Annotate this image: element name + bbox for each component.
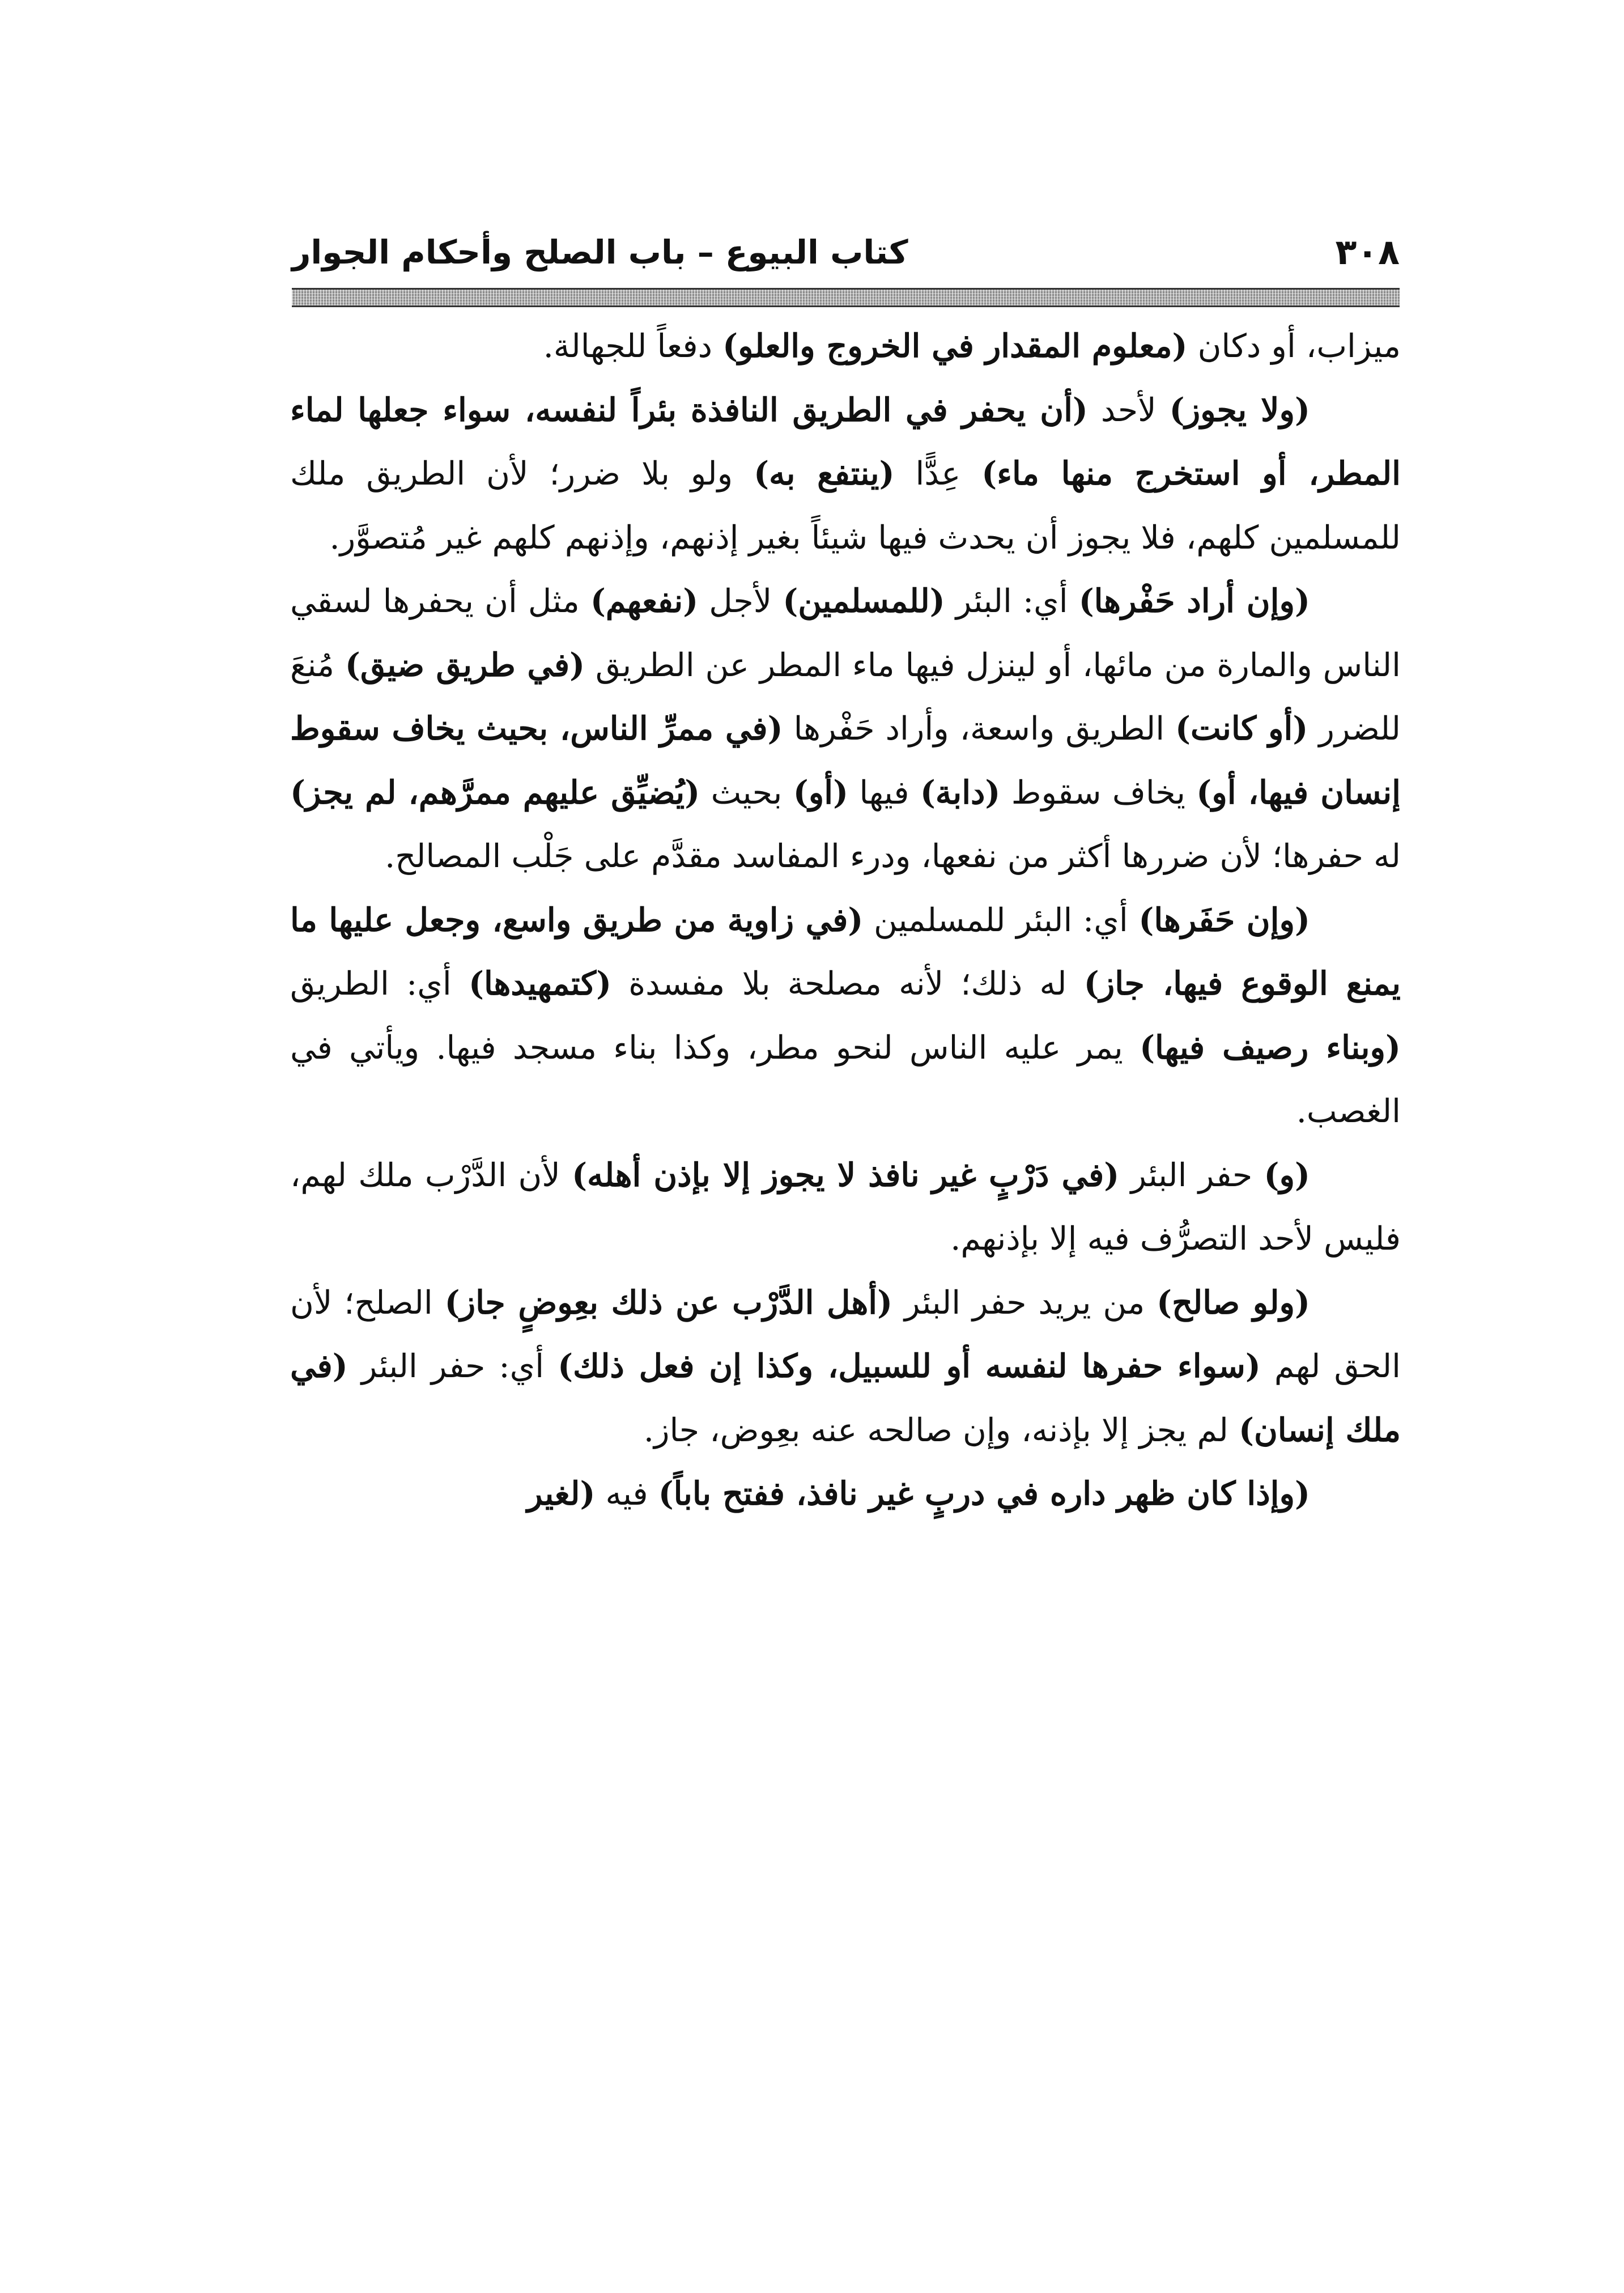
sharh-text: دفعاً للجهالة. — [543, 328, 723, 365]
matn-text: (كتمهيدها) — [469, 965, 612, 1003]
matn-text: (و) — [1264, 1156, 1310, 1194]
matn-text: (للمسلمين) — [783, 582, 945, 620]
matn-text: (في طريق ضيق) — [345, 646, 585, 684]
sharh-text: مثل أن يحفرها لسقي الناس والمارة من مائها، أو لينزل فيها ماء المطر عن الطريق — [290, 583, 1401, 684]
sharh-text: يمر عليه الناس لنحو مطر، وكذا بناء مسجد فيها. ويأتي في الغصب. — [290, 1029, 1401, 1130]
matn-text: (ينتفع به) — [754, 455, 895, 492]
matn-text: (في دَرْبٍ غير نافذ لا يجوز إلا بإذن أهله) — [572, 1156, 1120, 1194]
paragraph — [290, 315, 1401, 379]
sharh-text: أي: البئر — [945, 583, 1079, 620]
sharh-text: أي: البئر للمسلمين — [863, 901, 1139, 939]
sharh-text: لأحد — [1087, 391, 1170, 429]
matn-text: (في ملك إنسان) — [290, 1347, 1401, 1449]
sharh-text: أي: حفر البئر — [347, 1348, 558, 1385]
matn-text: (ولا يجوز) — [1169, 390, 1310, 429]
sharh-text: مُنعَ للضرر — [290, 646, 1401, 748]
paragraph — [290, 379, 1401, 570]
paragraph — [290, 1144, 1401, 1271]
matn-text: (في ممرِّ الناس، بحيث يخاف سقوط إنسان فيها، أو) — [290, 710, 1401, 812]
sharh-text: لأن الدَّرْب ملك لهم، فليس لأحد التصرُّف فيه إلا بإذنهم. — [290, 1156, 1401, 1258]
paragraph — [290, 1271, 1401, 1463]
sharh-text: فيها — [848, 774, 920, 812]
sharh-text: من يريد حفر البئر — [892, 1284, 1157, 1322]
matn-text: (أهل الدَّرْب عن ذلك بعِوضٍ جاز) — [444, 1283, 893, 1322]
sharh-text: لم يجز إلا بإذنه، وإن صالحه عنه بعِوض، جاز. — [643, 1411, 1239, 1449]
matn-text: (دابة) — [920, 773, 1001, 812]
matn-text: (في زاوية من طريق واسع، وجعل عليها ما يمنع الوقوع فيها، جاز) — [290, 901, 1401, 1003]
sharh-text: الطريق واسعة، وأراد حَفْرها — [783, 710, 1176, 748]
body-text — [290, 315, 1401, 1526]
matn-text: (معلوم المقدار في الخروج والعلو) — [722, 327, 1188, 365]
matn-text: (ولو صالح) — [1157, 1283, 1311, 1322]
matn-text: (نفعهم) — [590, 582, 699, 620]
sharh-text: فيه — [595, 1475, 658, 1513]
matn-text: (سواء حفرها لنفسه أو للسبيل، وكذا إن فعل ذلك) — [558, 1347, 1261, 1385]
running-title: كتاب البيوع – باب الصلح وأحكام الجوار — [292, 233, 908, 271]
page-header — [292, 224, 1400, 281]
header-divider — [292, 288, 1400, 307]
sharh-text: لأجل — [698, 583, 783, 620]
matn-text: (وبناء رصيف فيها) — [1140, 1028, 1401, 1067]
sharh-text: له حفرها؛ لأن ضررها أكثر من نفعها، ودرء المفاسد مقدَّم على جَلْب المصالح. — [385, 838, 1401, 875]
page-number: ٣٠٨ — [1335, 231, 1400, 273]
sharh-text: يخاف سقوط — [1000, 774, 1197, 812]
matn-text: (لغير — [526, 1475, 596, 1513]
sharh-text: بحيث — [700, 774, 793, 812]
sharh-text: عِدًّا — [894, 455, 982, 492]
paragraph — [290, 570, 1401, 889]
matn-text: (أو كانت) — [1175, 710, 1308, 748]
paragraph — [290, 1462, 1401, 1526]
sharh-text: حفر البئر — [1119, 1156, 1264, 1194]
matn-text: (وإن حَفَرها) — [1138, 901, 1310, 939]
matn-text: (أن يحفر في الطريق النافذة بئراً لنفسه، سواء جعلها لماء المطر، أو استخرج منها ماء) — [290, 390, 1401, 492]
sharh-text: أي: الطريق — [290, 965, 469, 1003]
sharh-text: ولو بلا ضرر؛ لأن الطريق ملك للمسلمين كلهم، فلا يجوز أن يحدث فيها شيئاً بغير إذنهم، وإذنهم كلهم غير مُتصوَّر. — [290, 455, 1401, 557]
paragraph — [290, 889, 1401, 1144]
matn-text: (يُضيِّق عليهم ممرَّهم، لم يجز) — [290, 773, 700, 812]
matn-text: (أو) — [793, 773, 849, 812]
matn-text: (وإذا كان ظهر داره في دربٍ غير نافذ، ففتح باباً) — [658, 1475, 1310, 1513]
sharh-text: له ذلك؛ لأنه مصلحة بلا مفسدة — [611, 965, 1084, 1003]
sharh-text: الصلح؛ لأن الحق لهم — [290, 1284, 1401, 1385]
sharh-text: ميزاب، أو دكان — [1187, 328, 1401, 365]
matn-text: (وإن أراد حَفْرها) — [1078, 582, 1310, 620]
